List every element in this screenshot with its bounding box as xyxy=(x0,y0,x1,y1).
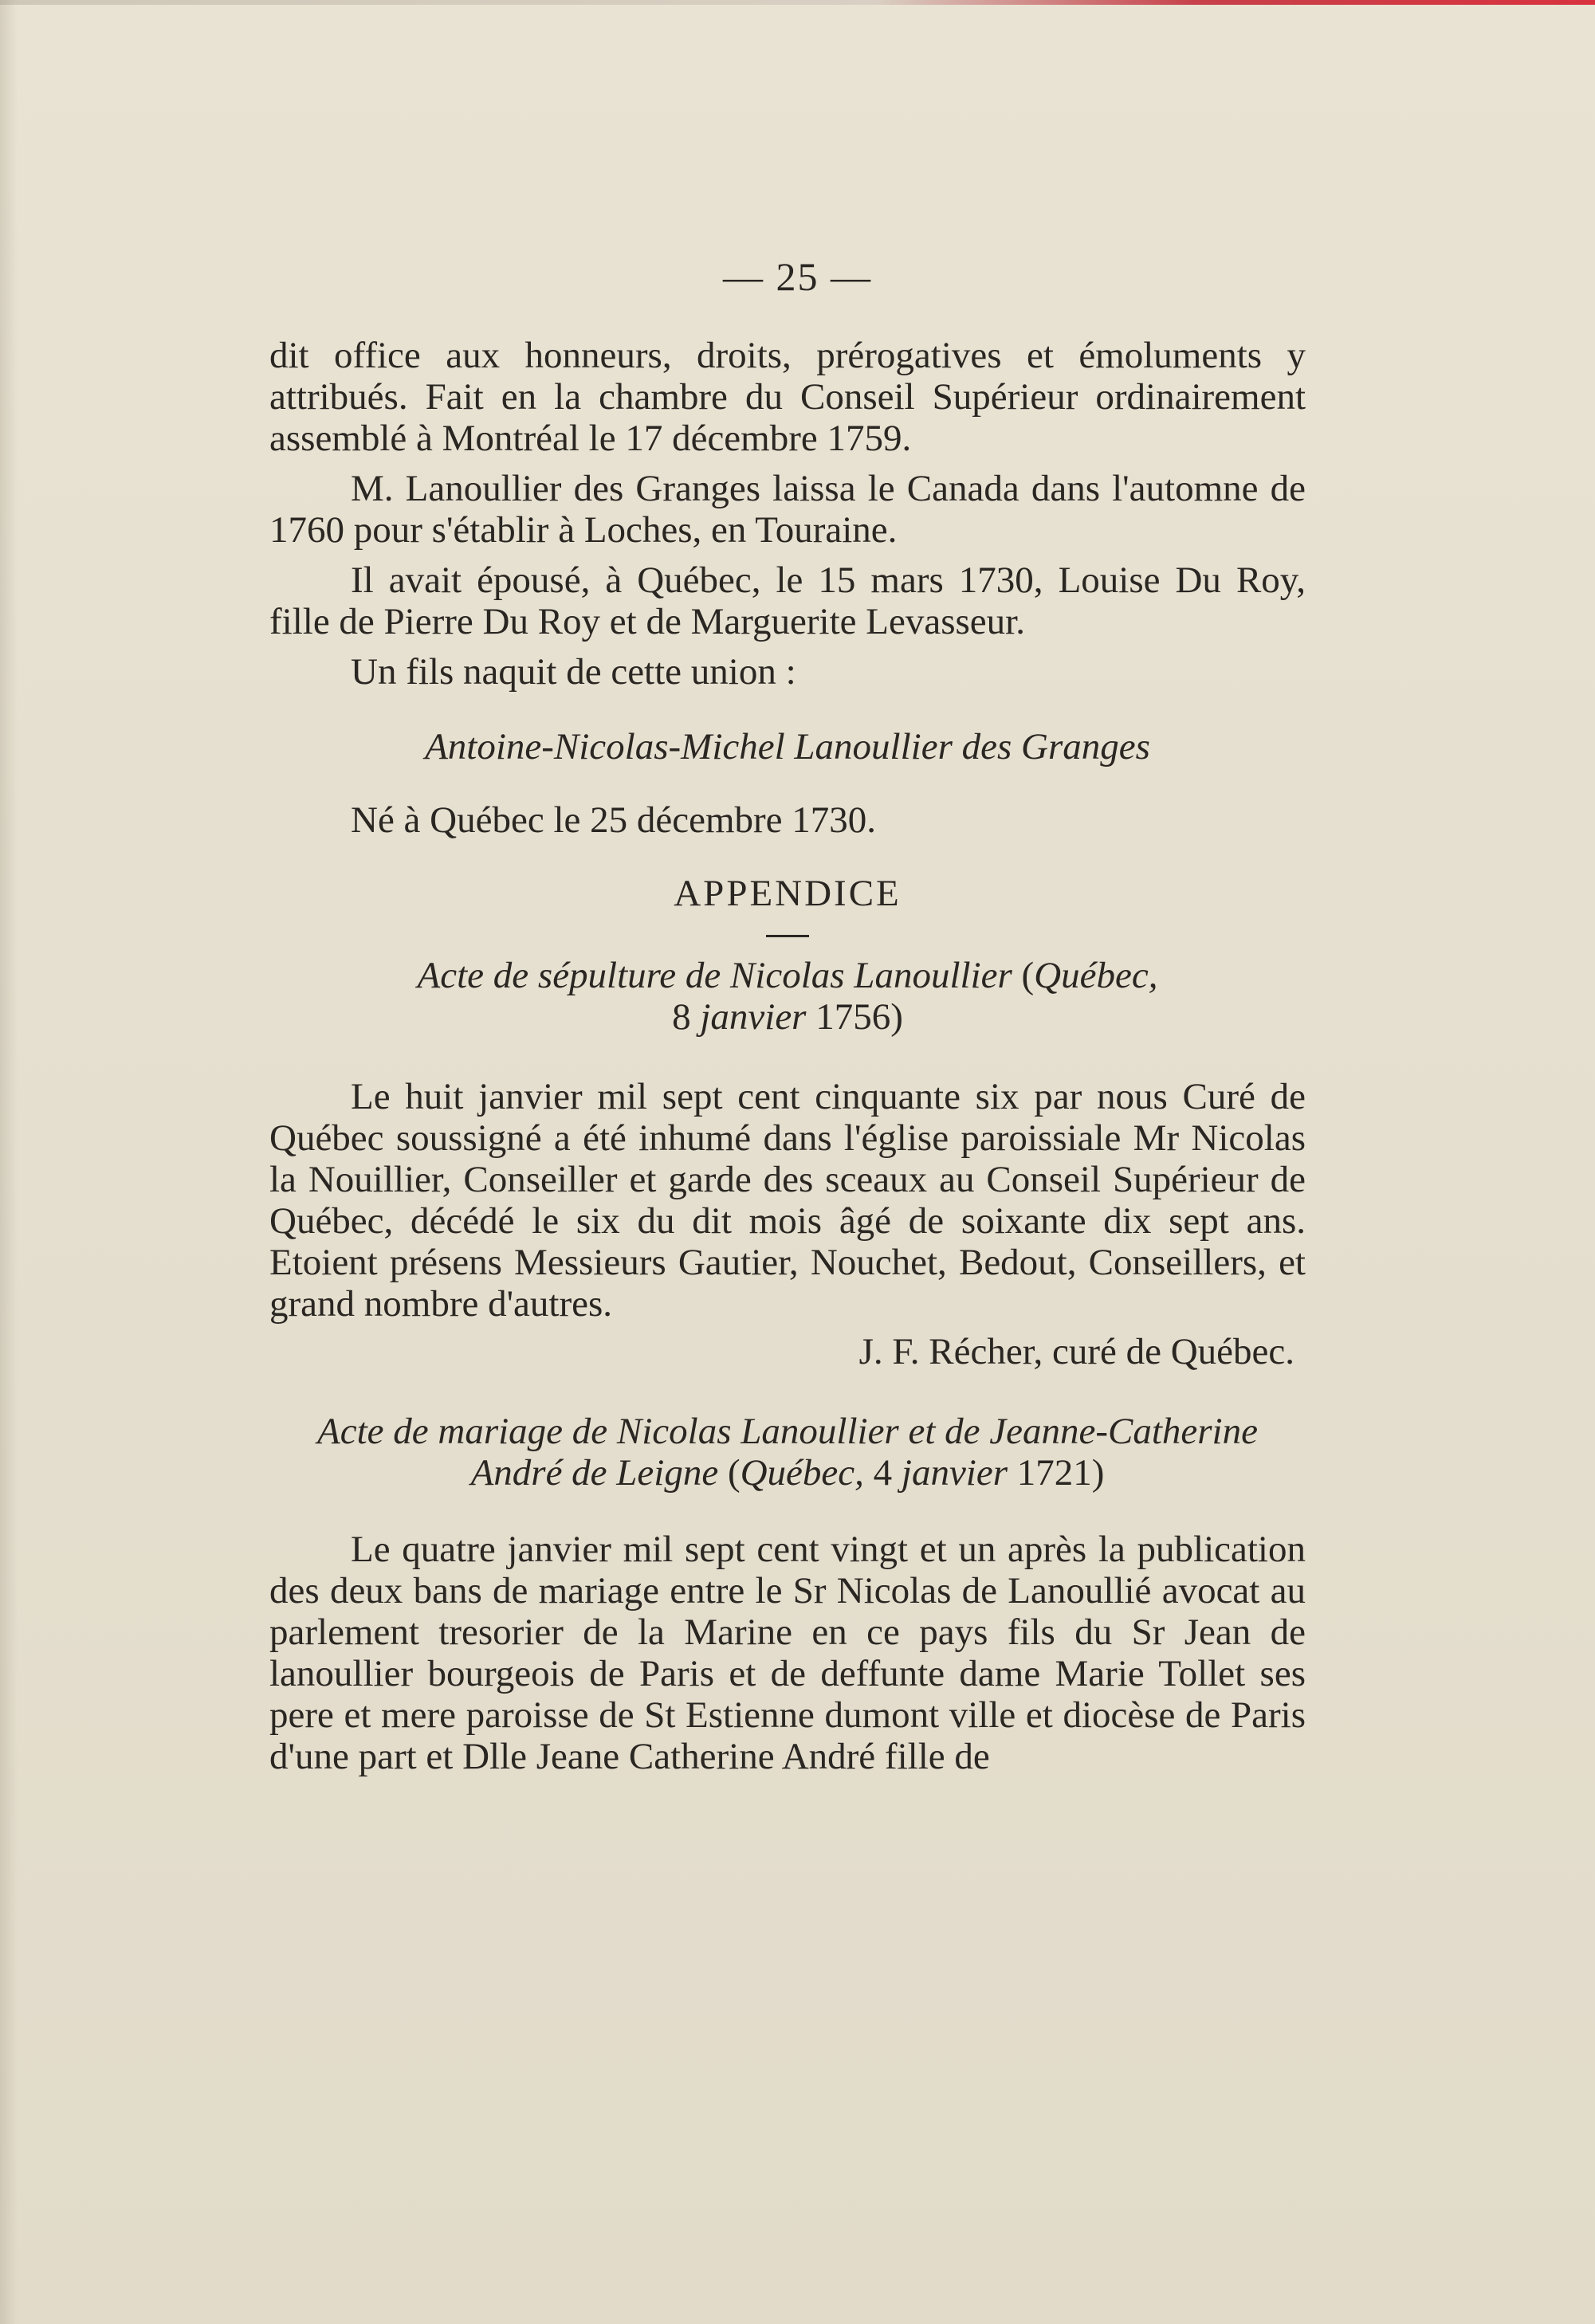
appendix-heading: APPENDICE xyxy=(674,873,902,914)
marriage-title-month: janvier xyxy=(901,1452,1008,1494)
burial-record-title xyxy=(269,955,1306,1038)
burial-title-place: Québec, xyxy=(1034,955,1158,996)
burial-title-year: 1756) xyxy=(815,996,903,1038)
marriage-title-paren: ( xyxy=(718,1452,741,1494)
paragraph-marriage: Il avait épousé, à Québec, le 15 mars 1730, Louise Du Roy, fille de Pierre Du Roy et de Marguerite Levasseur. xyxy=(269,559,1306,642)
marriage-title-year: 1721) xyxy=(1016,1452,1105,1494)
page-top-edge xyxy=(0,0,1595,5)
page-number: — 25 — xyxy=(723,254,872,299)
page-gutter-shadow xyxy=(0,0,18,2324)
paragraph-son: Un fils naquit de cette union : xyxy=(351,651,796,693)
marriage-title-text: Acte de mariage de Nicolas Lanoullier et de Jeanne-Catherine André de Leigne xyxy=(317,1411,1258,1494)
burial-title-month: janvier xyxy=(700,996,807,1038)
child-birth: Né à Québec le 25 décembre 1730. xyxy=(351,799,877,841)
marriage-title-day: 4 xyxy=(873,1452,893,1494)
burial-title-paren: ( xyxy=(1012,955,1035,996)
burial-title-day: 8 xyxy=(672,996,691,1038)
paragraph-departure: M. Lanoullier des Granges laissa le Canada dans l'automne de 1760 pour s'établir à Loches, en Touraine. xyxy=(269,468,1306,551)
burial-title-text: Acte de sépulture de Nicolas Lanoullier xyxy=(417,955,1012,996)
marriage-record-title xyxy=(269,1411,1306,1494)
child-name: Antoine-Nicolas-Michel Lanoullier des Granges xyxy=(425,726,1150,767)
marriage-record-text: Le quatre janvier mil sept cent vingt et un après la publication des deux bans de mariage entre le Sr Nicolas de Lanoullié avocat au parlement tresorier de la Marine en ce pays fils du Sr Jean de lanoullier bourgeois de Paris et de deffunte dame Marie Tollet ses pere et mere paroisse de St Estienne dumont ville et diocèse de Paris d'une part et Dlle Jeane Catherine André fille de xyxy=(269,1529,1306,1777)
page-body xyxy=(269,335,1306,1784)
section-rule xyxy=(766,935,809,937)
burial-record-text: Le huit janvier mil sept cent cinquante six par nous Curé de Québec soussigné a été inhumé dans l'église paroissiale Mr Nicolas la Nouillier, Conseiller et garde des sceaux au Conseil Supérieur de Québec, décédé le six du dit mois âgé de soixante dix sept ans. Etoient présens Messieurs Gautier, Nouchet, Bedout, Conseillers, et grand nombre d'autres. xyxy=(269,1076,1306,1325)
marriage-title-place: Québec, xyxy=(740,1452,864,1494)
paragraph-office: dit office aux honneurs, droits, prérogatives et émoluments y attribués. Fait en la chambre du Conseil Supérieur ordinairement assemblé à Montréal le 17 décembre 1759. xyxy=(269,335,1306,459)
burial-record-signature: J. F. Récher, curé de Québec. xyxy=(858,1331,1294,1372)
